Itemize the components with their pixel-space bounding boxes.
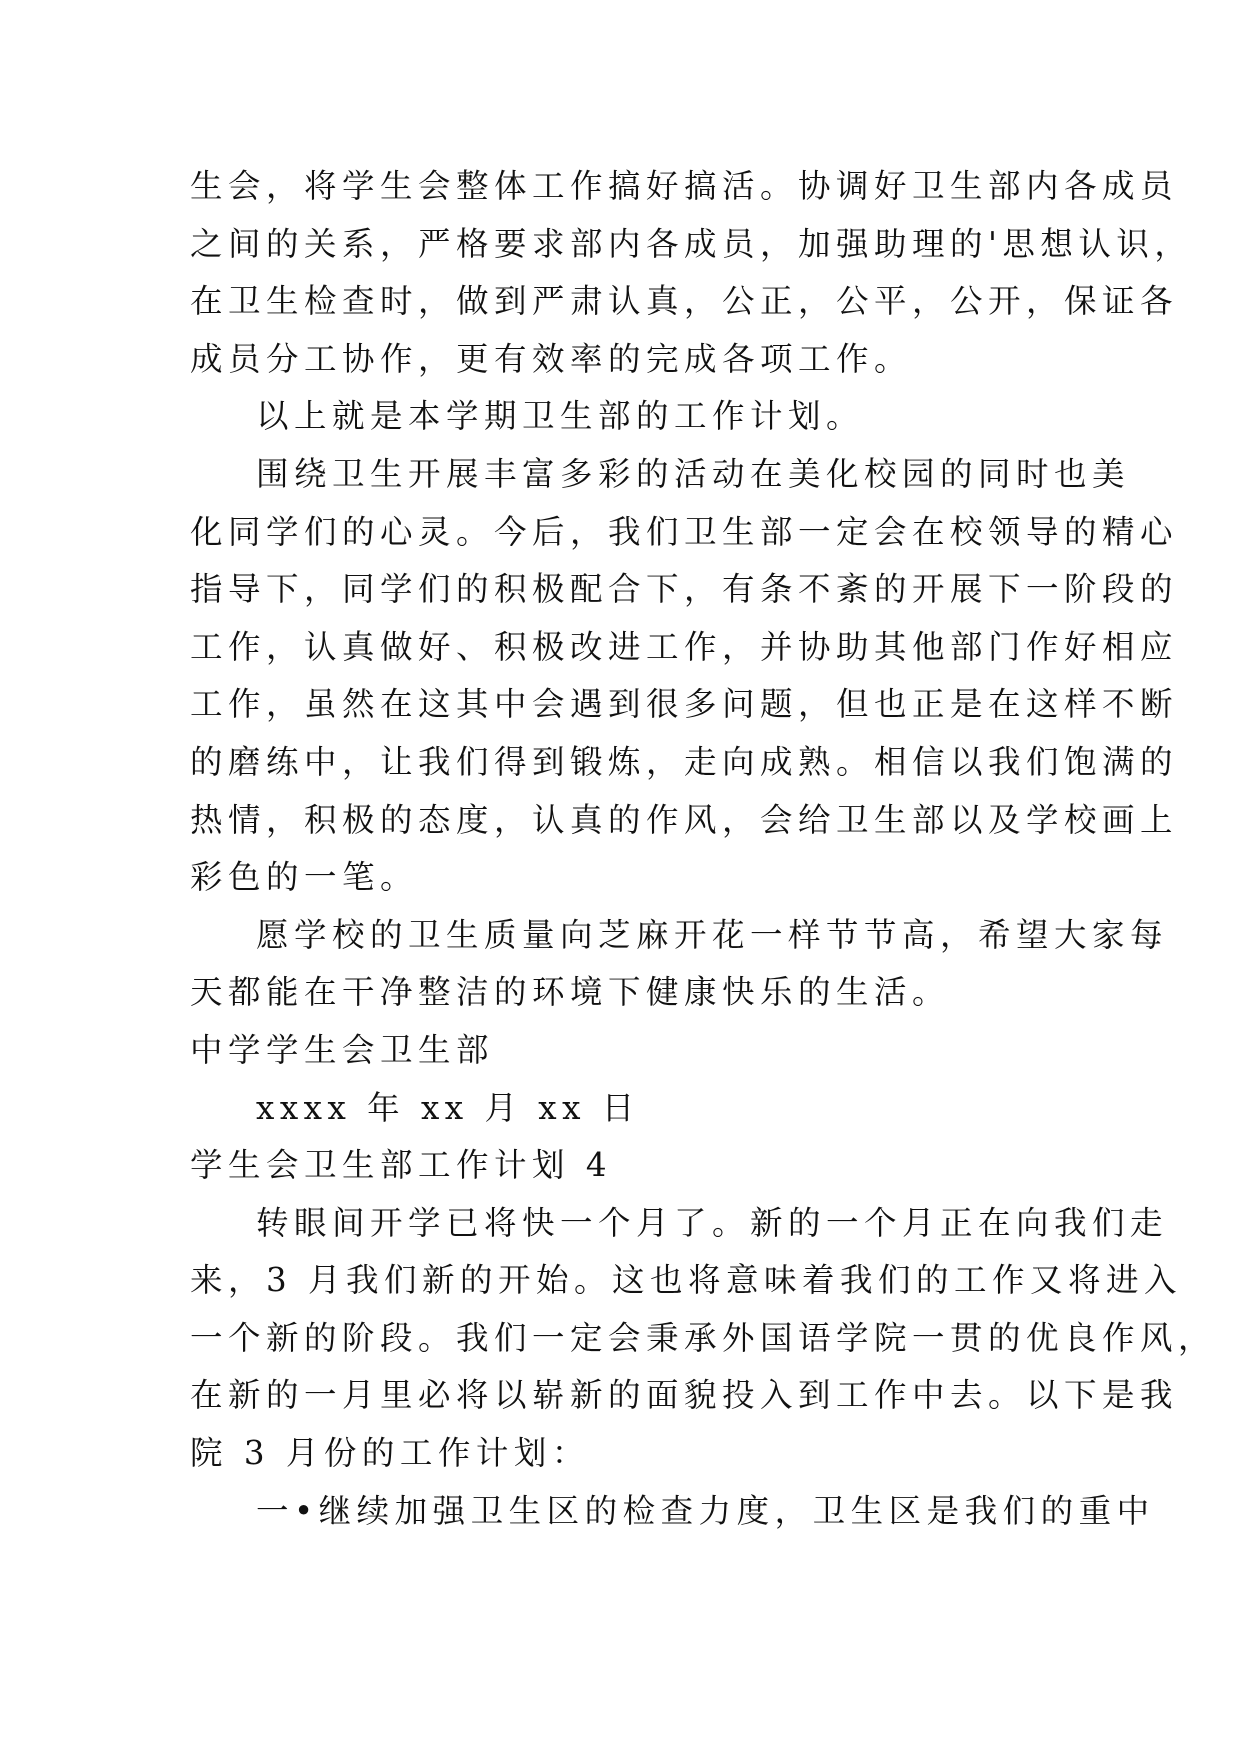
paragraph-first-line: 转眼间开学已将快一个月了。新的一个月正在向我们走 xyxy=(256,1203,1169,1242)
body-text-line: 指导下，同学们的积极配合下，有条不紊的开展下一阶段的 xyxy=(190,570,1179,609)
body-text-line: 一个新的阶段。我们一定会秉承外国语学院一贯的优良作风， xyxy=(190,1318,1217,1357)
body-text-line: 在新的一月里必将以崭新的面貌投入到工作中去。以下是我 xyxy=(190,1376,1179,1415)
body-text-line: 成员分工协作，更有效率的完成各项工作。 xyxy=(190,339,913,378)
body-text-line: 院 3 月份的工作计划： xyxy=(190,1434,590,1473)
paragraph-first-line: 围绕卫生开展丰富多彩的活动在美化校园的同时也美 xyxy=(256,454,1131,493)
paragraph-first-line: 愿学校的卫生质量向芝麻开花一样节节高，希望大家每 xyxy=(256,915,1169,954)
body-text-line: 工作，认真做好、积极改进工作，并协助其他部门作好相应 xyxy=(190,627,1179,666)
body-text-line: 工作，虽然在这其中会遇到很多问题，但也正是在这样不断 xyxy=(190,685,1179,724)
body-text-line: 生会，将学生会整体工作搞好搞活。协调好卫生部内各成员 xyxy=(190,167,1179,205)
signature-organization: 中学学生会卫生部 xyxy=(190,1030,495,1069)
body-text-line: 天都能在干净整洁的环境下健康快乐的生活。 xyxy=(190,973,951,1012)
body-text-line: 的磨练中，让我们得到锻炼，走向成熟。相信以我们饱满的 xyxy=(190,742,1179,781)
signature-date: xxxx 年 xx 月 xx 日 xyxy=(256,1088,640,1127)
body-text-line: 在卫生检查时，做到严肃认真，公正，公平，公开，保证各 xyxy=(190,282,1179,321)
section-heading: 学生会卫生部工作计划 4 xyxy=(190,1146,613,1185)
list-item-line: 一•继续加强卫生区的检查力度，卫生区是我们的重中 xyxy=(256,1491,1155,1530)
paragraph-first-line: 以上就是本学期卫生部的工作计划。 xyxy=(256,397,865,436)
body-text-line: 化同学们的心灵。今后，我们卫生部一定会在校领导的精心 xyxy=(190,512,1179,551)
body-text-line: 彩色的一笔。 xyxy=(190,858,419,897)
body-text-line: 热情，积极的态度，认真的作风，会给卫生部以及学校画上 xyxy=(190,800,1179,839)
body-text-line: 来，3 月我们新的开始。这也将意味着我们的工作又将进入 xyxy=(190,1261,1183,1300)
document-body xyxy=(190,158,1217,1540)
body-text-line: 之间的关系，严格要求部内各成员，加强助理的'思想认识， xyxy=(190,224,1193,263)
